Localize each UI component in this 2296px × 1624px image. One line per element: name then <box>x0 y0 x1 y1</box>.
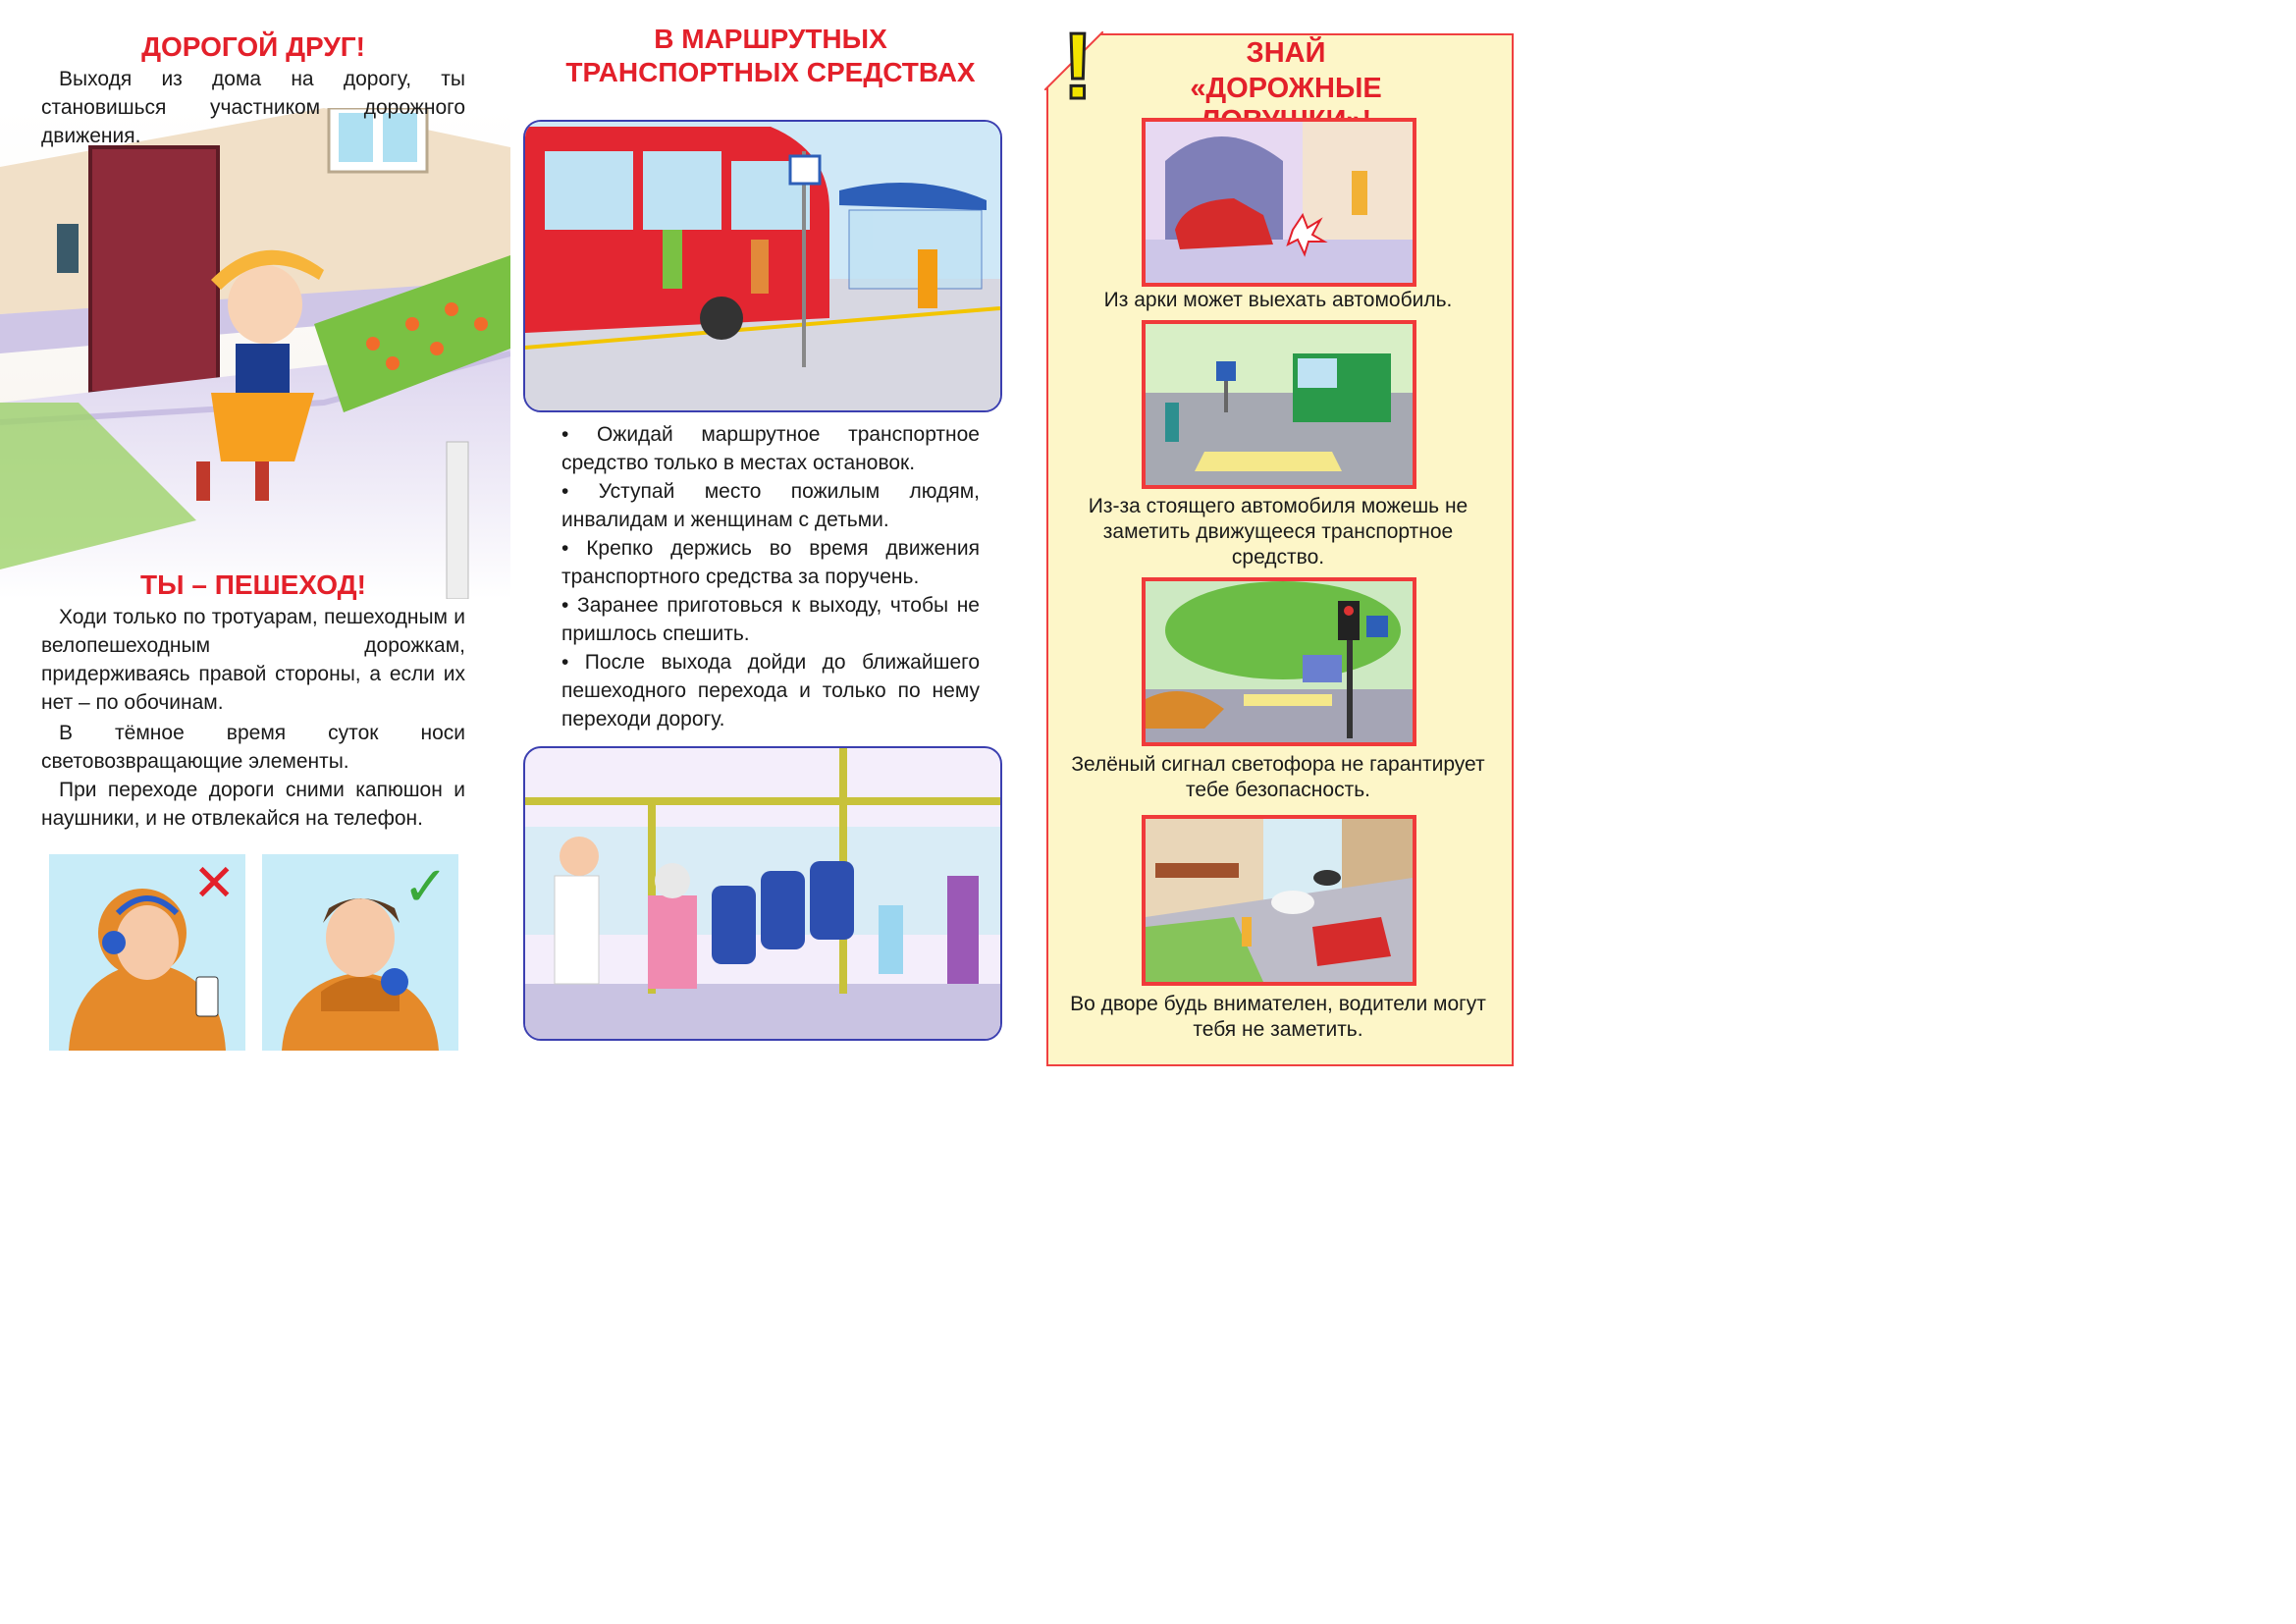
transport-title-line-2: ТРАНСПОРТНЫХ СРЕДСТВАХ <box>565 57 976 87</box>
trap-caption-arch: Из арки может выехать автомобиль. <box>1103 289 1453 311</box>
right-example-card <box>262 854 458 1051</box>
transport-title-line-1: В МАРШРУТНЫХ <box>654 24 887 54</box>
wrong-mark-icon: ✕ <box>192 855 236 912</box>
wrong-example-card <box>49 854 245 1051</box>
trap-caption-green-light: Зелёный сигнал светофора не гарантирует тебе безопасность. <box>1071 753 1485 801</box>
parked-bus-illustration <box>1146 324 1413 485</box>
street-illustration <box>0 108 510 599</box>
transport-rule-5: • После выхода дойди до ближайшего пешеходного перехода и только по нему переходи дорогу. <box>561 651 980 731</box>
bus-stop-illustration <box>523 120 1002 412</box>
pedestrian-paragraph-3: При переходе дороги сними капюшон и наушники, и не отвлекайся на телефон. <box>41 779 465 830</box>
transport-rule-4: • Заранее приготовься к выходу, чтобы не пришлось спешить. <box>561 594 980 645</box>
trap-caption-standing-vehicle: Из-за стоящего автомобиля можешь не заметить движущееся транспортное средство. <box>1088 495 1468 568</box>
trap-card-standing-vehicle <box>1142 320 1416 489</box>
pedestrian-paragraph-1: Ходи только по тротуарам, пешеходным и велопешеходным дорожкам, придерживаясь правой стороны, а если их нет – по обочинам. <box>41 606 465 714</box>
transport-rule-2: • Уступай место пожилым людям, инвалидам и женщинам с детьми. <box>561 480 980 531</box>
traps-title-line-2: «ДОРОЖНЫЕ <box>1190 73 1382 104</box>
arch-car-illustration <box>1146 122 1413 283</box>
exclamation-icon: ! <box>1062 14 1094 119</box>
trap-caption-courtyard: Во дворе будь внимателен, водители могут тебя не заметить. <box>1070 993 1486 1041</box>
pedestrian-paragraph-2: В тёмное время суток носи световозвращающие элементы. <box>41 722 465 773</box>
transport-rule-3: • Крепко держись во время движения транспортного средства за поручень. <box>561 537 980 588</box>
transport-rule-1: • Ожидай маршрутное транспортное средство только в местах остановок. <box>561 423 980 474</box>
inside-bus-illustration <box>523 746 1002 1041</box>
pedestrian-title: ТЫ – ПЕШЕХОД! <box>140 569 366 600</box>
trap-card-courtyard <box>1142 815 1416 986</box>
traps-title-line-1: ЗНАЙ <box>1246 37 1326 69</box>
trap-card-green-light <box>1142 577 1416 746</box>
right-mark-icon: ✓ <box>402 855 449 917</box>
dear-friend-title: ДОРОГОЙ ДРУГ! <box>141 31 365 62</box>
intro-text: Выходя из дома на дорогу, ты становишься участником дорожного движения. <box>41 68 465 147</box>
courtyard-illustration <box>1146 819 1413 982</box>
trap-card-arch <box>1142 118 1416 287</box>
traffic-light-illustration <box>1146 581 1413 742</box>
